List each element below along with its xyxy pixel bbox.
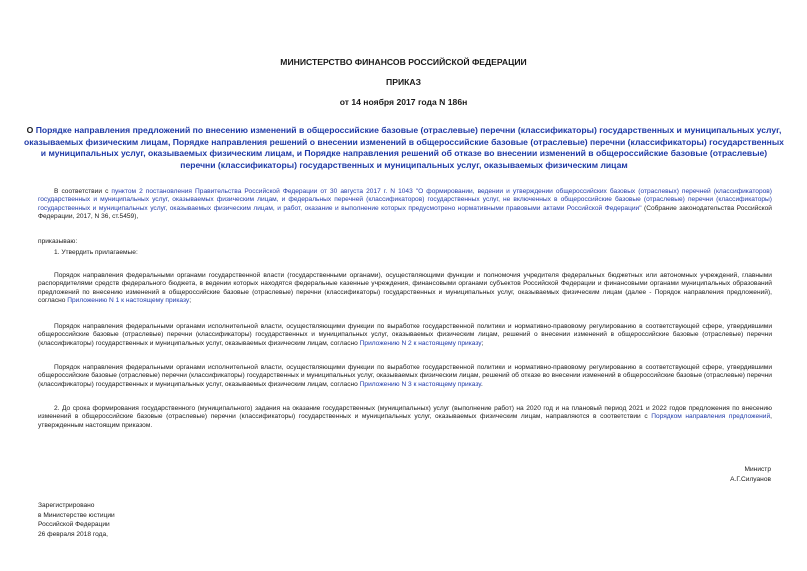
- signature-block: [730, 465, 771, 484]
- proposals-procedure-link[interactable]: Порядком направления предложений: [651, 413, 771, 421]
- clause-1-intro: 1. Утвердить прилагаемые:: [54, 249, 138, 256]
- procedure-1-end: ;: [189, 297, 192, 305]
- preamble-paragraph: [38, 188, 772, 222]
- clause-2-text: 2. До срока формирования государственного (муниципального) задания на оказание государственных (муниципальных) услуг (выполнение работ) на 2020 год и на плановый период 2021 и 2022 годов предложения по внесению изменений в общероссийские базовые (отраслевые) перечни (классификаторы) государственных и муниципальных услуг, оказываемых физическим лицам, направляются в соответствии с: [38, 405, 772, 421]
- procedure-2-text: Порядок направления федеральными органами исполнительной власти, осуществляющими функции по выработке государственной политики и нормативно-правовому регулированию в соответствующей сфере, утвердившими общероссийские базовые (отраслевые) перечни (классификаторы) государственных и муниципальных услуг, оказываемых физическим лицам, решений о внесении изменений в общероссийские базовые (отраслевые) перечни (классификаторы) государственных и муниципальных услуг, оказываемых физическим лицам, согласно: [38, 323, 772, 347]
- appendix-3-link[interactable]: Приложению N 3 к настоящему приказу: [359, 380, 481, 388]
- clause-2-end: , утвержденным настоящим приказом.: [38, 413, 772, 429]
- signatory-name: А.Г.Силуанов: [730, 475, 771, 483]
- procedure-3-paragraph: [38, 364, 772, 389]
- clause-2-paragraph: [38, 405, 772, 430]
- registration-line-2: в Министерстве юстиции: [38, 511, 115, 519]
- procedure-1-text: Порядок направления федеральными органами государственной власти (государственными органами), осуществляющими функции и полномочия учредителя федеральных бюджетных или автономных учреждений, главными распорядителями средств федерального бюджета, в ведении которых находятся федеральные казенные учреждения, финансовыми органами субъектов Российской Федерации и финансовыми органами муниципальных образований предложений по внесению изменений в общероссийские базовые (отраслевые) перечни (классификаторы) государственных и муниципальных услуг, оказываемых физическим лицам (далее - Порядок направления предложений), согласно: [38, 272, 772, 305]
- registration-line-1: Зарегистрировано: [38, 502, 95, 509]
- registration-line-4: 26 февраля 2018 года,: [38, 530, 108, 538]
- doc-date-number: от 14 ноября 2017 года N 186н: [339, 97, 468, 107]
- preamble-text-start: В соответствии с: [54, 188, 112, 195]
- appendix-1-link[interactable]: Приложению N 1 к настоящему приказу: [67, 297, 190, 305]
- registration-line-3: Российской Федерации: [38, 521, 110, 528]
- doc-type-heading: ПРИКАЗ: [386, 77, 421, 87]
- procedure-1-paragraph: [38, 272, 772, 306]
- ministry-heading: МИНИСТЕРСТВО ФИНАНСОВ РОССИЙСКОЙ ФЕДЕРАЦИИ: [280, 57, 527, 67]
- procedure-3-text: Порядок направления федеральными органами исполнительной власти, осуществляющими функции по выработке государственной политики и нормативно-правовому регулированию в соответствующей сфере, утвердившими общероссийские базовые (отраслевые) перечни (классификаторы) государственных и муниципальных услуг, оказываемых физическим лицам, решений об отказе во внесении изменений в общероссийские базовые (отраслевые) перечни (классификаторы) государственных и муниципальных услуг, оказываемых физическим лицам, согласно: [38, 364, 772, 388]
- registration-block: [38, 501, 115, 539]
- document-title: [24, 125, 784, 171]
- signatory-position: Министр: [744, 466, 771, 473]
- appendix-2-link[interactable]: Приложению N 2 к настоящему приказу: [359, 339, 482, 347]
- procedure-3-end: .: [480, 380, 483, 388]
- procedure-2-end: ;: [481, 339, 484, 347]
- decree-link[interactable]: пунктом 2 постановления Правительства Российской Федерации от 30 августа 2017 г. N 1043 "О формировании, ведении и утверждении общероссийских базовых (отраслевых) перечней (классификаторов) государственных и муниципальных услуг, оказываемых физическим лицам, и федеральных перечней (классификаторов) государственных услуг, не включенных в общероссийские базовые (отраслевые) перечни (классификаторы) государственных и муниципальных услуг, оказываемых физическим лицам, и работ, оказание и выполнение которых предусмотрено нормативными правовыми актами Российской Федерации": [38, 188, 773, 212]
- title-prefix: О: [26, 125, 36, 135]
- title-link[interactable]: Порядке направления предложений по внесению изменений в общероссийские базовые (отраслевые) перечни (классификаторы) государственных и муниципальных услуг, оказываемых физическим лицам, Порядке направления решений о внесении изменений в общероссийские базовые (отраслевые) перечни (классификаторы) государственных и муниципальных услуг, оказываемых физическим лицам, и Порядке направления решений об отказе во внесении изменений в общероссийские базовые (отраслевые) перечни (классификаторы) государственных и муниципальных услуг, оказываемых физическим лицам: [24, 125, 784, 170]
- preamble-text-end: (Собрание законодательства Российской Федерации, 2017, N 36, ст.5459),: [38, 204, 772, 221]
- order-word: приказываю:: [38, 238, 78, 245]
- procedure-2-paragraph: [38, 323, 772, 348]
